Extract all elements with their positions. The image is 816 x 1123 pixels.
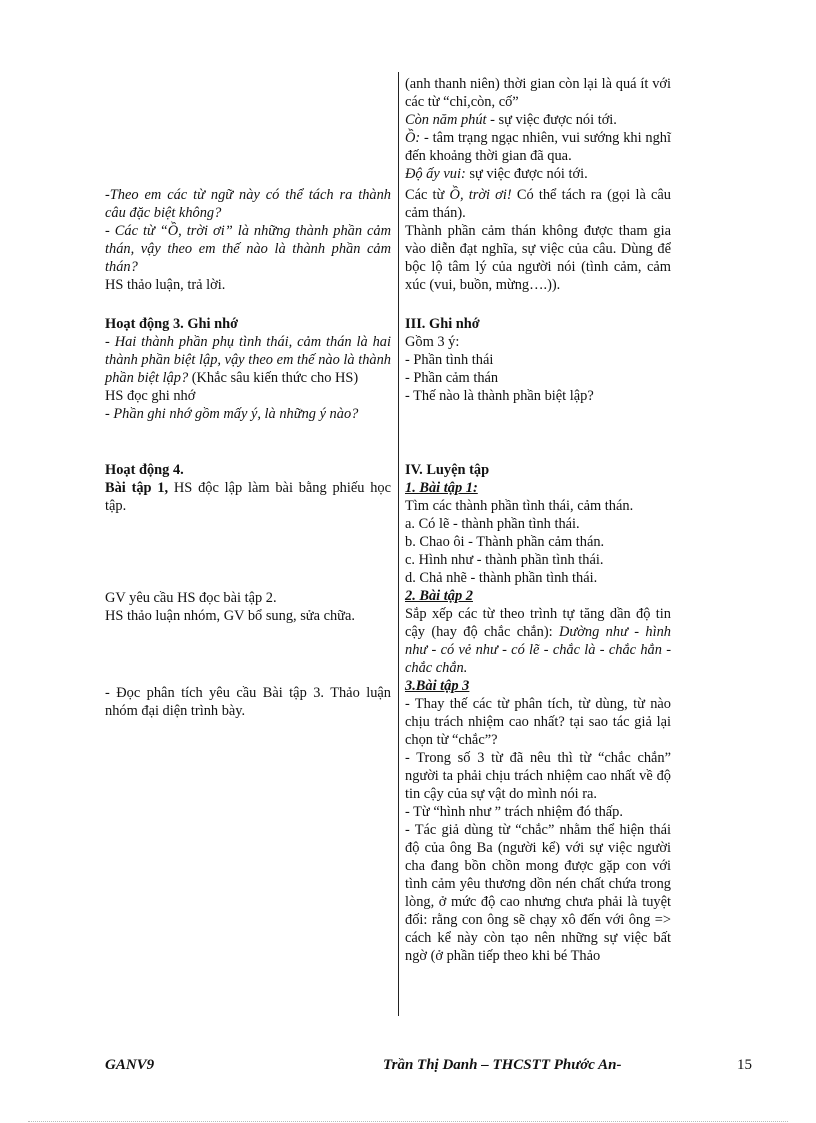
- question: - Các từ “Ồ, trời ơi” là những thành phần cảm thán, vậy theo em thế nào là thành phần cảm thán?: [105, 223, 391, 275]
- text-line: Gồm 3 ý:: [405, 334, 460, 350]
- row4-left-cell: [105, 461, 391, 515]
- footer-left: GANV9: [105, 1057, 155, 1073]
- text-line: - Hai thành phần phụ tình thái, cảm thán là hai thành phần biệt lập, vậy theo em thế nào là thành phần biệt lập? (Khắc sâu kiến thức cho HS): [105, 334, 391, 386]
- row3-left-cell: [105, 315, 391, 423]
- text-line: - Thay thế các từ phân tích, từ dùng, từ nào chịu trách nhiệm cao nhất? tại sao tác giả lại chọn từ “chắc”?: [405, 696, 671, 748]
- page-edge: [28, 1121, 788, 1122]
- text-line: - Trong số 3 từ đã nêu thì từ “chắc chắn” người ta phải chịu trách nhiệm cao nhất về độ tin cậy của sự vật do mình nói ra.: [405, 750, 671, 802]
- text-line: Độ ấy vui: sự việc được nói tới.: [405, 166, 588, 182]
- row2-right-cell: [405, 186, 671, 294]
- text-line: (anh thanh niên) thời gian còn lại là quá ít với các từ “chỉ,còn, cố”: [405, 76, 671, 110]
- text-line: Sắp xếp các từ theo trình tự tăng dần độ tin cậy (hay độ chắc chắn): Dường như - hình như - có vẻ như - có lẽ - chắc là - chắc hẳn - chắc chắn.: [405, 606, 671, 676]
- row1-right-cell: [405, 75, 671, 183]
- text-line: Tìm các thành phần tình thái, cảm thán.: [405, 498, 634, 514]
- text-line: Bài tập 1, HS độc lập làm bài bằng phiếu học tập.: [105, 480, 391, 514]
- question: -Theo em các từ ngữ này có thể tách ra thành câu đặc biệt không?: [105, 187, 391, 221]
- question: - Phần ghi nhớ gồm mấy ý, là những ý nào?: [105, 406, 359, 422]
- text-line: - Từ “hình như ” trách nhiệm đó thấp.: [405, 804, 623, 820]
- exercise-heading: 3.Bài tập 3: [405, 678, 470, 694]
- text-line: - Đọc phân tích yêu cầu Bài tập 3. Thảo luận nhóm đại diện trình bày.: [105, 685, 391, 719]
- text-line: HS đọc ghi nhớ: [105, 388, 196, 404]
- text-line: Ồ: - tâm trạng ngạc nhiên, vui sướng khi nghĩ đến khoảng thời gian đã qua.: [405, 130, 671, 164]
- row4-left-cell-3: [105, 684, 391, 720]
- text-line: HS thảo luận nhóm, GV bổ sung, sửa chữa.: [105, 608, 355, 624]
- page-number: 15: [737, 1057, 752, 1073]
- text-line: GV yêu cầu HS đọc bài tập 2.: [105, 590, 277, 606]
- section-heading: Hoạt động 4.: [105, 462, 184, 478]
- row4-right-cell: [405, 461, 671, 965]
- row4-left-cell-2: [105, 589, 391, 625]
- section-heading: IV. Luyện tập: [405, 462, 490, 478]
- text-line: Các từ Ồ, trời ơi! Có thể tách ra (gọi là câu cảm thán).: [405, 187, 671, 221]
- text-line: Còn năm phút - sự việc được nói tới.: [405, 112, 617, 128]
- text-line: d. Chả nhẽ - thành phần tình thái.: [405, 570, 598, 586]
- row2-left-cell: [105, 186, 391, 294]
- section-heading: III. Ghi nhớ: [405, 316, 480, 332]
- text-line: c. Hình như - thành phần tình thái.: [405, 552, 604, 568]
- footer-center: Trần Thị Danh – THCSTT Phước An-: [383, 1057, 622, 1073]
- row3-right-cell: [405, 315, 671, 405]
- text-line: HS thảo luận, trả lời.: [105, 277, 226, 293]
- text-line: Thành phần cảm thán không được tham gia vào diễn đạt nghĩa, sự việc của câu. Dùng để bộc lộ tâm lý của người nói (tình cảm, cảm xúc (vui, buồn, mừng….)).: [405, 223, 671, 293]
- text-line: - Phần cảm thán: [405, 370, 499, 386]
- text-line: - Tác giả dùng từ “chắc” nhằm thể hiện thái độ của ông Ba (người kể) với sự việc người cha đang bồn chồn mong được gặp con với tình cảm yêu thương dồn nén chất chứa trong lòng, ở mức độ cao nhưng chưa phải là tuyệt đối: rằng con ông sẽ chạy xô đến với ông => cách kể này còn tạo nên những sự việc bất ngờ (ở phần tiếp theo khi bé Thảo: [405, 822, 671, 964]
- section-heading: Hoạt động 3. Ghi nhớ: [105, 316, 239, 332]
- text-line: - Phần tình thái: [405, 352, 494, 368]
- column-divider: [398, 72, 399, 1016]
- exercise-heading: 1. Bài tập 1:: [405, 480, 478, 496]
- text-line: b. Chao ôi - Thành phần cảm thán.: [405, 534, 605, 550]
- text-line: a. Có lẽ - thành phần tình thái.: [405, 516, 580, 532]
- exercise-heading: 2. Bài tập 2: [405, 588, 473, 604]
- text-line: - Thế nào là thành phần biệt lập?: [405, 388, 594, 404]
